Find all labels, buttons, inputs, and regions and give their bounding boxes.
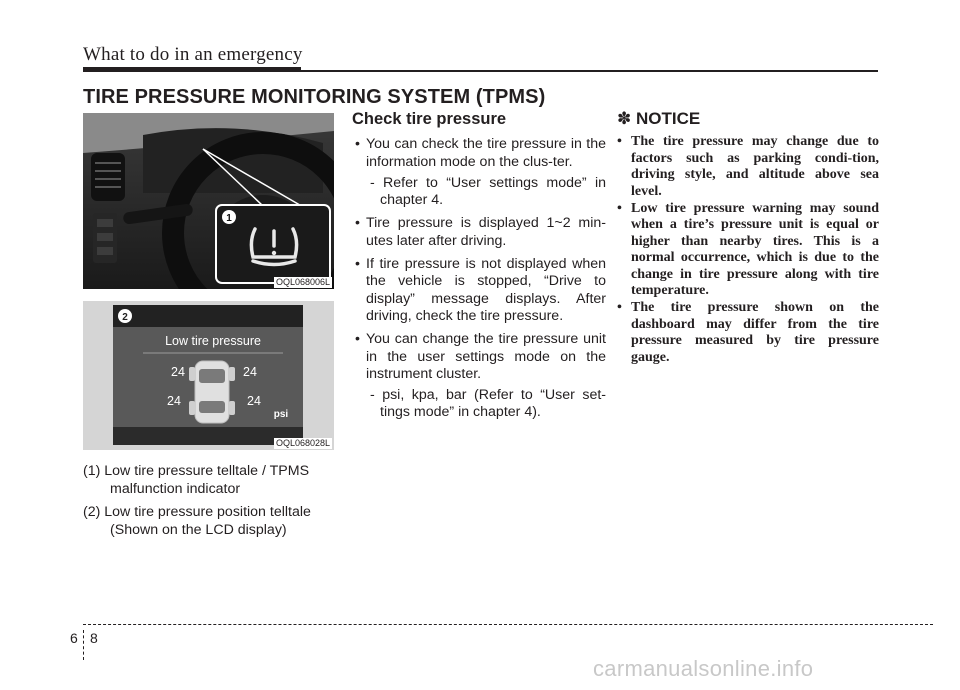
lcd-title: Low tire pressure	[165, 334, 261, 348]
tire-value-rear-right: 24	[247, 394, 261, 408]
section-title: TIRE PRESSURE MONITORING SYSTEM (TPMS)	[83, 86, 546, 108]
running-header: What to do in an emergency	[83, 44, 303, 65]
notice-item: • The tire pressure may change due to factors such as parking condi-tion, driving style, and altitude above sea level.	[617, 134, 879, 200]
notice-heading: ✽ NOTICE	[617, 109, 701, 128]
chapter-number: 6	[70, 630, 78, 646]
notice-item: • Low tire pressure warning may sound when a tire’s pressure unit is equal or higher than nearby tires. This is a normal occurrence, which is due to the change in tire pressure along with tire temperature.	[617, 201, 879, 299]
check-tire-pressure-heading: Check tire pressure	[352, 110, 507, 128]
bullet-text: You can check the tire pressure in the information mode on the clus-ter.	[366, 136, 606, 170]
notice-item: • The tire pressure shown on the dashboard may differ from the tire pressure measured by tire pressure gauge.	[617, 300, 879, 366]
page-number-divider	[83, 630, 84, 660]
tire-value-front-left: 24	[171, 365, 185, 379]
bullet-text: You can change the tire pressure unit in the user settings mode on the instrument cluster.	[366, 331, 606, 382]
sub-item: - psi, kpa, bar (Refer to “User set-tings mode” in chapter 4).	[370, 387, 606, 421]
notice-section	[617, 111, 879, 367]
lcd-illustration	[83, 301, 334, 450]
check-tire-pressure-section	[352, 111, 606, 428]
footer-rule	[83, 624, 933, 625]
dashboard-illustration	[83, 113, 334, 289]
figure-code-1: OQL068006L	[275, 277, 330, 287]
figure-legend	[83, 463, 338, 545]
tire-value-rear-left: 24	[167, 394, 181, 408]
legend-item: (2) Low tire pressure position telltale (Shown on the LCD display)	[83, 504, 311, 538]
callout-number-1: 1	[226, 213, 232, 224]
legend-item: (1) Low tire pressure telltale / TPMS malfunction indicator	[83, 463, 310, 497]
dashboard-photo	[83, 113, 334, 289]
car-top-view-icon	[189, 361, 235, 423]
page-number: 8	[90, 630, 98, 646]
bullet-item	[352, 136, 606, 209]
header-rule	[83, 70, 878, 72]
lcd-display-figure	[83, 301, 334, 450]
watermark: carmanualsonline.info	[593, 656, 814, 681]
figure-code-2: OQL068028L	[275, 438, 330, 448]
bullet-item	[352, 331, 606, 421]
sub-item: - Refer to “User settings mode” in chapter 4.	[370, 174, 606, 209]
pressure-unit: psi	[273, 409, 289, 420]
callout-number-2: 2	[122, 312, 128, 323]
bullet-item: • Tire pressure is displayed 1~2 min-utes later after driving.	[352, 215, 606, 250]
bullet-item: • If tire pressure is not displayed when the vehicle is stopped, “Drive to display” message displays. After driving, check the tire pressure.	[352, 256, 606, 325]
tire-value-front-right: 24	[243, 365, 257, 379]
